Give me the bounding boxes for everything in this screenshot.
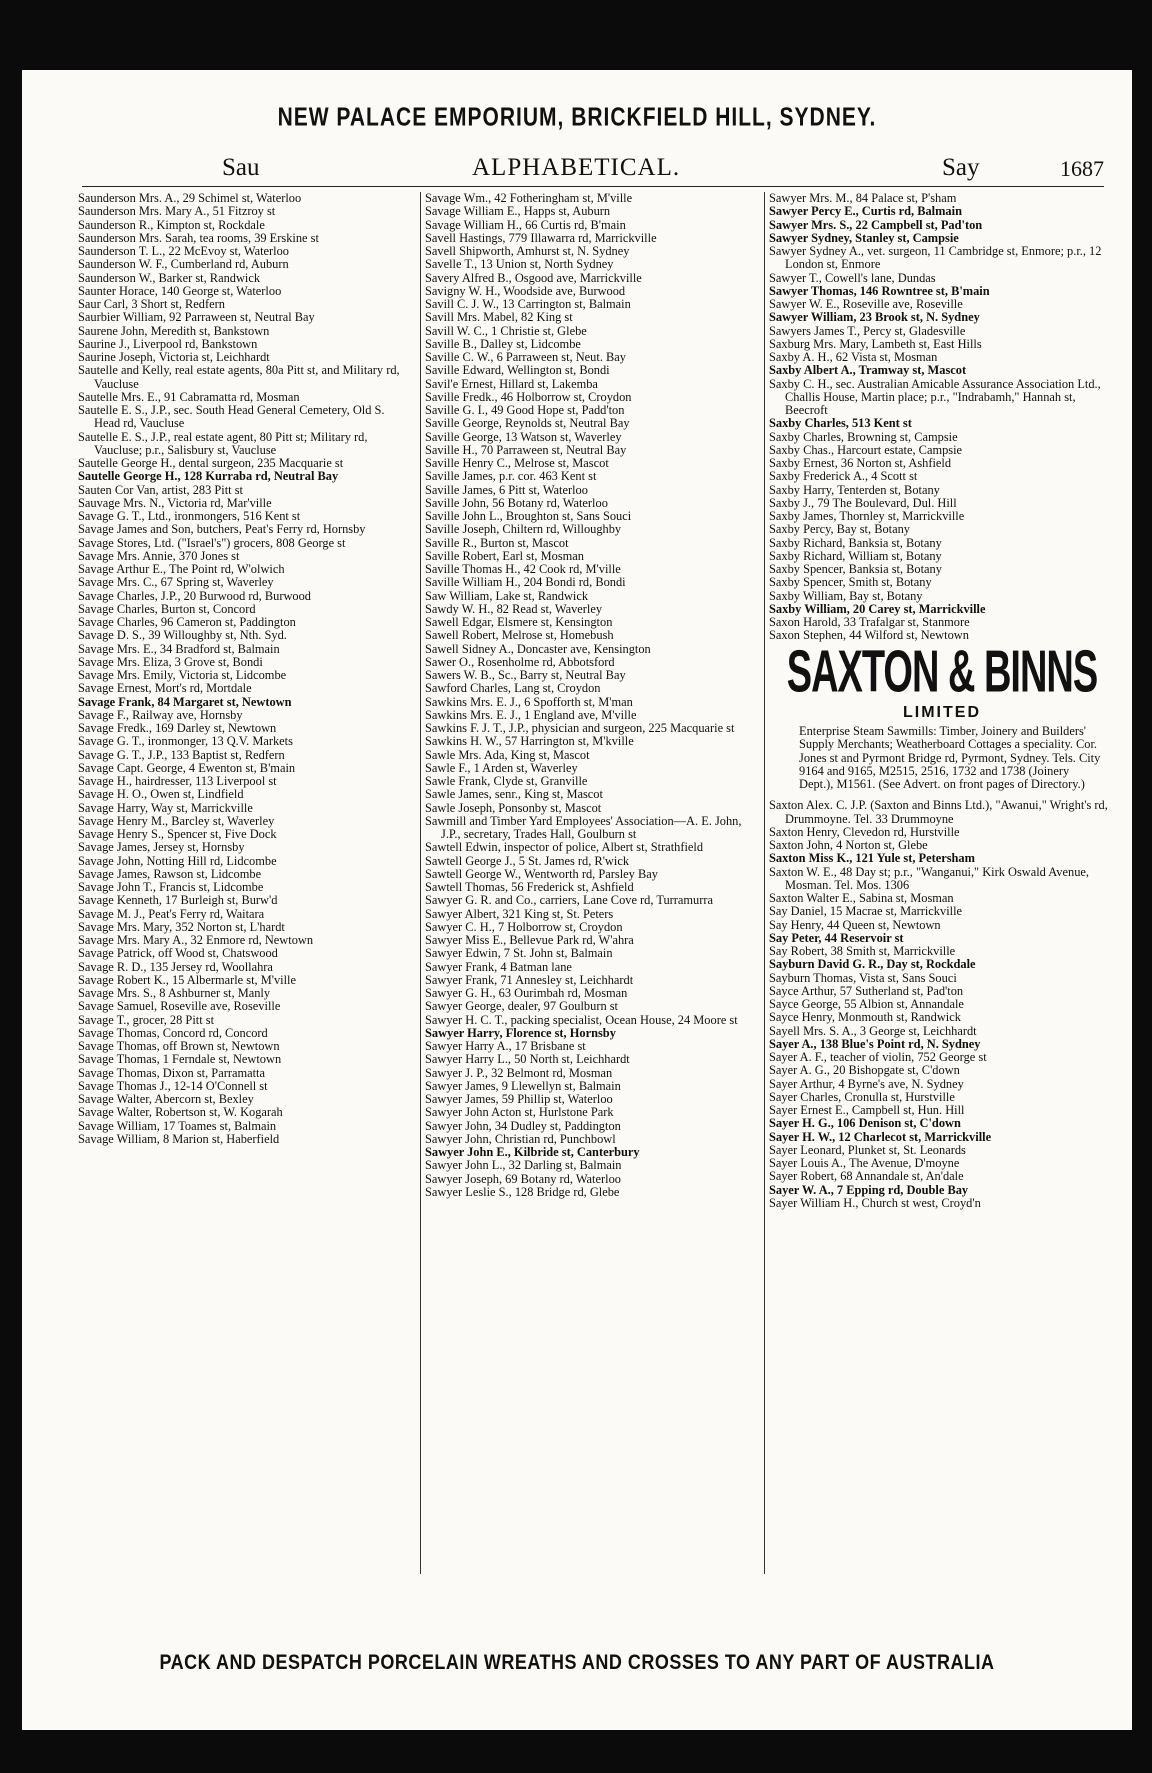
directory-entry: Savage William E., Happs st, Auburn <box>425 205 611 219</box>
directory-entry: Savage Capt. George, 4 Ewenton st, B'main <box>78 761 296 775</box>
footer-advertisement: PACK AND DESPATCH PORCELAIN WREATHS AND CROSSES TO ANY PART OF AUSTRALIA <box>159 1649 995 1674</box>
directory-entry: Savage Mrs. E., 34 Bradford st, Balmain <box>78 642 280 656</box>
directory-entry: Sawle Joseph, Ponsonby st, Mascot <box>425 801 602 815</box>
directory-entry: Sawyer Mrs. S., 22 Campbell st, Pad'ton <box>769 218 983 232</box>
directory-entry: Sautelle George H., 128 Kurraba rd, Neutral Bay <box>78 470 339 484</box>
directory-entry: Sayer Leonard, Plunket st, St. Leonards <box>769 1143 966 1157</box>
directory-entry: Sawyer T., Cowell's lane, Dundas <box>769 271 936 285</box>
directory-entry: Savage Mrs. Eliza, 3 Grove st, Bondi <box>78 655 263 669</box>
directory-entry: Savage R. D., 135 Jersey rd, Woollahra <box>78 960 273 974</box>
directory-entry: Savelle T., 13 Union st, North Sydney <box>425 258 614 272</box>
directory-entry: Sautelle E. S., J.P., sec. South Head General Cemetery, Old S. Head rd, Vaucluse <box>78 404 385 431</box>
directory-entry: Sawyer James, 9 Llewellyn st, Balmain <box>425 1079 621 1093</box>
directory-entry: Saxby Richard, Banksia st, Botany <box>769 536 942 550</box>
directory-entry: Sayer H. G., 106 Denison st, C'down <box>769 1117 961 1131</box>
directory-entry: Sawkins Mrs. E. J., 1 England ave, M'ville <box>425 708 637 722</box>
directory-entry: Savage Charles, J.P., 20 Burwood rd, Burwood <box>78 589 311 603</box>
directory-entry: Sawtell George W., Wentworth rd, Parsley Bay <box>425 867 658 881</box>
directory-entry: Saxby William, Bay st, Botany <box>769 589 923 603</box>
directory-entry: Savage Ernest, Mort's rd, Mortdale <box>78 682 252 696</box>
directory-entry: Sayer Arthur, 4 Byrne's ave, N. Sydney <box>769 1077 964 1091</box>
directory-entry: Saville Henry C., Melrose st, Mascot <box>425 457 609 470</box>
directory-entry: Sawle Mrs. Ada, King st, Mascot <box>425 748 590 762</box>
directory-entry: Sayer Robert, 68 Annandale st, An'dale <box>769 1170 964 1184</box>
directory-entry: Saville Robert, Earl st, Mosman <box>425 549 584 563</box>
directory-entry: Sawyer Thomas, 146 Rowntree st, B'main <box>769 284 990 298</box>
directory-entry: Savage Thomas, 1 Ferndale st, Newtown <box>78 1053 282 1067</box>
directory-entry: Sawyer Miss E., Bellevue Park rd, W'ahra <box>425 934 634 947</box>
directory-entry: Sawyer Frank, 71 Annesley st, Leichhardt <box>425 973 634 987</box>
directory-entry: Sawyer Harry, Florence st, Hornsby <box>425 1026 616 1040</box>
directory-entry: Savage William, 17 Toames st, Balmain <box>78 1119 277 1133</box>
directory-entry: Saville James, p.r. cor. 463 Kent st <box>425 470 597 484</box>
directory-entry: Saville C. W., 6 Parraween st, Neut. Bay <box>425 351 626 364</box>
directory-entry: Saxby Percy, Bay st, Botany <box>769 523 910 537</box>
directory-entry: Sawyer G. R. and Co., carriers, Lane Cove rd, Turramurra <box>425 894 714 908</box>
directory-entry: Savage Walter, Robertson st, W. Kogarah <box>78 1106 283 1120</box>
directory-entry: Savage James and Son, butchers, Peat's Ferry rd, Hornsby <box>78 523 366 537</box>
directory-entry: Savigny W. H., Woodside ave, Burwood <box>425 284 626 298</box>
directory-entry: Saurine J., Liverpool rd, Bankstown <box>78 337 258 351</box>
directory-entry: Saxton Alex. C. J.P. (Saxton and Binns Ltd.), "Awanui," Wright's rd, Drummoyne. Tel. 33 Drummoyne <box>769 799 1108 826</box>
directory-entry: Sawyer G. H., 63 Ourimbah rd, Mosman <box>425 987 628 1000</box>
directory-entry: Saxby William, 20 Carey st, Marrickville <box>769 602 986 616</box>
directory-entry: Savage Thomas, off Brown st, Newtown <box>78 1040 280 1053</box>
directory-entry: Saville G. I., 49 Good Hope st, Padd'ton <box>425 404 625 417</box>
directory-entry: Sawmill and Timber Yard Employees' Association—A. E. John, J.P., secretary, Trades Hall, Goulburn st <box>425 814 742 841</box>
directory-entry: Saxby Spencer, Smith st, Botany <box>769 576 932 590</box>
directory-entry: Savage Patrick, off Wood st, Chatswood <box>78 947 278 961</box>
directory-entry: Savage Wm., 42 Fotheringham st, M'ville <box>425 192 633 205</box>
directory-entry: Saville John, 56 Botany rd, Waterloo <box>425 496 608 510</box>
directory-entry: Savage Mrs. Mary A., 32 Enmore rd, Newtown <box>78 934 314 947</box>
directory-page <box>22 70 1132 1730</box>
directory-entry: Sawyer John Acton st, Hurlstone Park <box>425 1106 614 1120</box>
directory-entry: Saunter Horace, 140 George st, Waterloo <box>78 284 282 298</box>
directory-entry: Sawer O., Rosenholme rd, Abbotsford <box>425 655 615 669</box>
directory-entry: Sawtell George J., 5 St. James rd, R'wick <box>425 854 630 868</box>
directory-entry: Sawle Frank, Clyde st, Granville <box>425 775 588 788</box>
directory-entry: Saxton John, 4 Norton st, Glebe <box>769 839 928 852</box>
directory-entry: Sawford Charles, Lang st, Croydon <box>425 682 601 696</box>
directory-entry: Savage William H., 66 Curtis rd, B'main <box>425 218 626 232</box>
directory-entry: Savage James, Rawson st, Lidcombe <box>78 867 262 881</box>
directory-entry: Savage Harry, Way st, Marrickville <box>78 801 253 815</box>
directory-entry: Saville Edward, Wellington st, Bondi <box>425 364 610 378</box>
directory-entry: Savage Kenneth, 17 Burleigh st, Burw'd <box>78 894 278 908</box>
directory-entry: Saville Thomas H., 42 Cook rd, M'ville <box>425 563 621 576</box>
directory-entry: Sautelle George H., dental surgeon, 235 Macquarie st <box>78 457 344 470</box>
directory-entry: Sayburn David G. R., Day st, Rockdale <box>769 958 976 972</box>
directory-entry: Savage G. T., Ltd., ironmongers, 516 Kent st <box>78 510 301 523</box>
directory-entry: Saunderson Mrs. A., 29 Schimel st, Waterloo <box>78 192 302 205</box>
directory-entry: Sawell Robert, Melrose st, Homebush <box>425 629 614 643</box>
directory-entry: Sawyer John, Christian rd, Punchbowl <box>425 1132 616 1146</box>
directory-entry: Saxton Walter E., Sabina st, Mosman <box>769 892 954 905</box>
directory-entry: Saunderson W., Barker st, Randwick <box>78 271 261 285</box>
directory-entry: Savage William, 8 Marion st, Haberfield <box>78 1132 280 1146</box>
directory-entry: Say Henry, 44 Queen st, Newtown <box>769 918 941 932</box>
directory-entry: Sautelle Mrs. E., 91 Cabramatta rd, Mosman <box>78 390 300 404</box>
directory-entry: Sawkins F. J. T., J.P., physician and surgeon, 225 Macquarie st <box>425 722 735 735</box>
directory-entry: Sawyer Albert, 321 King st, St. Peters <box>425 907 614 921</box>
directory-entry: Savage H., hairdresser, 113 Liverpool st <box>78 775 277 788</box>
directory-entry: Sawkins H. W., 57 Harrington st, M'kville <box>425 735 634 749</box>
directory-entry: Savage Mrs. Mary, 352 Norton st, L'hardt <box>78 920 285 934</box>
directory-entry: Savage Robert K., 15 Albermarle st, M'ville <box>78 973 296 987</box>
entries-columns <box>78 192 1106 1574</box>
directory-entry: Sawyer Harry L., 50 North st, Leichhardt <box>425 1053 630 1067</box>
ad-limited: LIMITED <box>903 703 981 721</box>
directory-entry: Savage D. S., 39 Willoughby st, Nth. Syd. <box>78 629 287 643</box>
banner-advertisement: NEW PALACE EMPORIUM, BRICKFIELD HILL, SYDNEY. <box>277 103 877 132</box>
directory-entry: Sawyer John L., 32 Darling st, Balmain <box>425 1159 622 1173</box>
directory-entry: Sawyer James, 59 Phillip st, Waterloo <box>425 1093 613 1106</box>
directory-entry: Sawyer H. C. T., packing specialist, Ocean House, 24 Moore st <box>425 1013 738 1027</box>
page-number: 1687 <box>1060 156 1104 181</box>
directory-entry: Savage Charles, 96 Cameron st, Paddington <box>78 616 296 629</box>
directory-entry: Sayce Henry, Monmouth st, Randwick <box>769 1011 961 1025</box>
directory-entry: Saunderson Mrs. Mary A., 51 Fitzroy st <box>78 205 276 219</box>
directory-entry: Savage Mrs. S., 8 Ashburner st, Manly <box>78 987 271 1000</box>
directory-entry: Sawyer William, 23 Brook st, N. Sydney <box>769 311 980 325</box>
directory-entry: Savage Thomas, Dixon st, Parramatta <box>78 1066 265 1080</box>
directory-entry: Saville R., Burton st, Mascot <box>425 536 569 550</box>
ad-body-text: Enterprise Steam Sawmills: Timber, Joinery and Builders' Supply Merchants; Weatherboard Cottages a speciality. Cor. Jones st and Pyrmont Bridge rd, Pyrmont, Sydney. Tels. City 9164 and 9165, M2515, 2516, 1732 and 1738 (Joinery Dept.), M1561. (See Advert. on front pages of Directory.) <box>799 724 1101 791</box>
column-3-bottom-entries <box>769 799 1115 1210</box>
column-2 <box>420 192 757 1574</box>
directory-entry: Saxby Ernest, 36 Norton st, Ashfield <box>769 457 952 470</box>
directory-entry: Savery Alfred B., Osgood ave, Marrickville <box>425 271 642 285</box>
directory-entry: Sayer Charles, Cronulla st, Hurstville <box>769 1090 955 1104</box>
directory-entry: Savage Thomas J., 12-14 O'Connell st <box>78 1079 268 1093</box>
directory-entry: Savill W. C., 1 Christie st, Glebe <box>425 324 587 338</box>
directory-entry: Saxon Harold, 33 Trafalgar st, Stanmore <box>769 616 970 629</box>
header-first-entry: Sau <box>222 154 260 181</box>
directory-entry: Sayer A., 138 Blue's Point rd, N. Sydney <box>769 1037 981 1051</box>
directory-entry: Sayell Mrs. S. A., 3 George st, Leichhardt <box>769 1024 977 1038</box>
directory-entry: Saunderson T. L., 22 McEvoy st, Waterloo <box>78 245 289 258</box>
directory-entry: Savell Shipworth, Amhurst st, N. Sydney <box>425 245 630 258</box>
directory-entry: Sawle James, senr., King st, Mascot <box>425 788 603 802</box>
directory-entry: Saurene John, Meredith st, Bankstown <box>78 324 270 338</box>
directory-entry: Savage G. T., J.P., 133 Baptist st, Redfern <box>78 748 285 762</box>
directory-entry: Saville George, 13 Watson st, Waverley <box>425 430 622 444</box>
directory-entry: Saville B., Dalley st, Lidcombe <box>425 337 581 351</box>
directory-entry: Sayer A. F., teacher of violin, 752 George st <box>769 1051 987 1064</box>
directory-entry: Sawell Sidney A., Doncaster ave, Kensington <box>425 642 651 656</box>
directory-entry: Sawyer John E., Kilbride st, Canterbury <box>425 1146 640 1159</box>
directory-entry: Saville Joseph, Chiltern rd, Willoughby <box>425 523 622 537</box>
directory-entry: Savage Henry S., Spencer st, Five Dock <box>78 828 277 841</box>
header-title: ALPHABETICAL. <box>472 154 681 181</box>
directory-entry: Sauten Cor Van, artist, 283 Pitt st <box>78 483 243 497</box>
directory-entry: Saurine Joseph, Victoria st, Leichhardt <box>78 351 270 364</box>
directory-entry: Savage Charles, Burton st, Concord <box>78 602 256 616</box>
column-3-top-entries <box>769 192 1115 643</box>
directory-entry: Saxby Frederick A., 4 Scott st <box>769 470 918 484</box>
directory-entry: Savage Mrs. C., 67 Spring st, Waverley <box>78 576 274 590</box>
directory-entry: Sawyer Sydney A., vet. surgeon, 11 Cambridge st, Enmore; p.r., 12 London st, Enmore <box>769 245 1102 272</box>
directory-entry: Sauvage Mrs. N., Victoria rd, Mar'ville <box>78 496 272 510</box>
directory-entry: Sawtell Edwin, inspector of police, Albert st, Strathfield <box>425 841 704 855</box>
directory-entry: Sawell Edgar, Elsmere st, Kensington <box>425 616 613 629</box>
directory-entry: Savage G. T., ironmonger, 13 Q.V. Markets <box>78 735 293 749</box>
directory-entry: Sawkins Mrs. E. J., 6 Spofforth st, M'man <box>425 695 633 709</box>
directory-entry: Sayer Ernest E., Campbell st, Hun. Hill <box>769 1104 965 1117</box>
directory-entry: Saville Fredk., 46 Holborrow st, Croydon <box>425 390 632 404</box>
directory-entry: Savage Fredk., 169 Darley st, Newtown <box>78 722 277 735</box>
directory-entry: Savage H. O., Owen st, Lindfield <box>78 788 244 802</box>
directory-entry: Savage T., grocer, 28 Pitt st <box>78 1013 215 1027</box>
directory-entry: Saxby Richard, William st, Botany <box>769 549 942 563</box>
directory-entry: Savage James, Jersey st, Hornsby <box>78 841 245 855</box>
directory-entry: Saunderson W. F., Cumberland rd, Auburn <box>78 258 289 272</box>
directory-entry: Sawyer Edwin, 7 St. John st, Balmain <box>425 947 613 961</box>
directory-entry: Sawyer John, 34 Dudley st, Paddington <box>425 1119 621 1133</box>
directory-entry: Sawyer George, dealer, 97 Goulburn st <box>425 1000 618 1014</box>
directory-entry: Sawyer Sydney, Stanley st, Campsie <box>769 231 959 245</box>
directory-entry: Saville John L., Broughton st, Sans Souci <box>425 510 632 523</box>
directory-entry: Saur Carl, 3 Short st, Redfern <box>78 298 225 311</box>
directory-entry: Savill Mrs. Mabel, 82 King st <box>425 311 573 325</box>
directory-entry: Sawtell Thomas, 56 Frederick st, Ashfield <box>425 881 634 894</box>
directory-entry: Savage Walter, Abercorn st, Bexley <box>78 1093 254 1106</box>
directory-entry: Savage F., Railway ave, Hornsby <box>78 708 243 722</box>
directory-entry: Sawyer Mrs. M., 84 Palace st, P'sham <box>769 192 957 205</box>
directory-entry: Sawle F., 1 Arden st, Waverley <box>425 761 578 775</box>
directory-entry: Saxby Chas., Harcourt estate, Campsie <box>769 443 963 457</box>
column-3 <box>764 192 1115 1574</box>
running-header <box>82 152 1104 187</box>
directory-entry: Saxby A. H., 62 Vista st, Mosman <box>769 351 938 364</box>
directory-entry: Sayer A. G., 20 Bishopgate st, C'down <box>769 1064 960 1078</box>
directory-entry: Sautelle E. S., J.P., real estate agent, 80 Pitt st; Military rd, Vaucluse; p.r., Salisbury st, Vaucluse <box>78 430 368 457</box>
directory-entry: Sayce George, 55 Albion st, Annandale <box>769 998 964 1011</box>
directory-entry: Sayer William H., Church st west, Croyd'n <box>769 1196 981 1210</box>
directory-entry: Savage Mrs. Annie, 370 Jones st <box>78 549 240 563</box>
saxton-binns-advertisement <box>769 639 1115 721</box>
directory-entry: Say Peter, 44 Reservoir st <box>769 931 904 945</box>
directory-entry: Saville James, 6 Pitt st, Waterloo <box>425 483 588 497</box>
directory-entry: Sawyer J. P., 32 Belmont rd, Mosman <box>425 1066 613 1080</box>
directory-entry: Savage John T., Francis st, Lidcombe <box>78 881 264 894</box>
directory-entry: Savage M. J., Peat's Ferry rd, Waitara <box>78 907 265 921</box>
directory-entry: Savage Frank, 84 Margaret st, Newtown <box>78 695 292 709</box>
directory-entry: Saurbier William, 92 Parraween st, Neutral Bay <box>78 311 315 325</box>
directory-entry: Saw William, Lake st, Randwick <box>425 589 589 603</box>
directory-entry: Saxby J., 79 The Boulevard, Dul. Hill <box>769 496 957 510</box>
directory-entry: Saville H., 70 Parraween st, Neutral Bay <box>425 443 627 457</box>
directory-entry: Saxby James, Thornley st, Marrickville <box>769 510 965 523</box>
directory-entry: Sawdy W. H., 82 Read st, Waverley <box>425 602 603 616</box>
directory-entry: Sayce Arthur, 57 Sutherland st, Pad'ton <box>769 984 964 998</box>
directory-entry: Savage Stores, Ltd. ("Israel's") grocers, 808 George st <box>78 536 346 550</box>
directory-entry: Saxton Miss K., 121 Yule st, Petersham <box>769 852 975 866</box>
directory-entry: Sayer W. A., 7 Epping rd, Double Bay <box>769 1183 969 1197</box>
directory-entry: Savil'e Ernest, Hillard st, Lakemba <box>425 377 598 391</box>
directory-entry: Saxby Harry, Tenterden st, Botany <box>769 483 940 497</box>
directory-entry: Saunderson Mrs. Sarah, tea rooms, 39 Erskine st <box>78 231 319 245</box>
directory-entry: Sawyer Harry A., 17 Brisbane st <box>425 1040 586 1053</box>
directory-entry: Sayer H. W., 12 Charlecot st, Marrickville <box>769 1130 992 1144</box>
directory-entry: Say Daniel, 15 Macrae st, Marrickville <box>769 905 963 919</box>
directory-entry: Saxon Stephen, 44 Wilford st, Newtown <box>769 629 969 643</box>
directory-entry: Sawyer C. H., 7 Holborrow st, Croydon <box>425 920 623 934</box>
directory-entry: Savage John, Notting Hill rd, Lidcombe <box>78 854 277 868</box>
directory-entry: Saville William H., 204 Bondi rd, Bondi <box>425 576 626 590</box>
directory-entry: Savill C. J. W., 13 Carrington st, Balmain <box>425 298 631 311</box>
directory-entry: Sawyer Joseph, 69 Botany rd, Waterloo <box>425 1172 621 1186</box>
directory-entry: Saxton W. E., 48 Day st; p.r., "Wanganui," Kirk Oswald Avenue, Mosman. Tel. Mos. 1306 <box>769 865 1089 892</box>
directory-entry: Sautelle and Kelly, real estate agents, 80a Pitt st, and Military rd, Vaucluse <box>78 364 400 391</box>
directory-entry: Say Robert, 38 Smith st, Marrickville <box>769 945 956 958</box>
directory-entry: Sayer Louis A., The Avenue, D'moyne <box>769 1157 960 1170</box>
directory-entry: Saxby Albert A., Tramway st, Mascot <box>769 364 967 378</box>
directory-entry: Saville George, Reynolds st, Neutral Bay <box>425 417 630 431</box>
directory-entry: Saxby Charles, 513 Kent st <box>769 417 912 431</box>
directory-entry: Saunderson R., Kimpton st, Rockdale <box>78 218 265 232</box>
ad-company-name: SAXTON & BINNS <box>786 639 1098 705</box>
directory-entry: Sawyer Frank, 4 Batman lane <box>425 960 572 974</box>
directory-entry: Savage Arthur E., The Point rd, W'olwich <box>78 563 285 576</box>
directory-entry: Saxby C. H., sec. Australian Amicable Assurance Association Ltd., Challis House, Martin place; p.r., "Indrabamh," Hannah st, Beecroft <box>769 377 1101 417</box>
directory-entry: Saxton Henry, Clevedon rd, Hurstville <box>769 825 960 839</box>
column-1 <box>78 192 408 1574</box>
directory-entry: Sawyer W. E., Roseville ave, Roseville <box>769 298 963 311</box>
directory-entry: Sayburn Thomas, Vista st, Sans Souci <box>769 971 957 985</box>
directory-entry: Sawyer Leslie S., 128 Bridge rd, Glebe <box>425 1185 620 1199</box>
directory-entry: Savage Thomas, Concord rd, Concord <box>78 1026 268 1040</box>
directory-entry: Savage Samuel, Roseville ave, Roseville <box>78 1000 281 1014</box>
directory-entry: Sawers W. B., Sc., Barry st, Neutral Bay <box>425 669 626 682</box>
directory-entry: Saxby Spencer, Banksia st, Botany <box>769 563 942 576</box>
directory-entry: Savage Henry M., Barcley st, Waverley <box>78 814 275 828</box>
directory-entry: Saxby Charles, Browning st, Campsie <box>769 430 958 444</box>
directory-entry: Savage Mrs. Emily, Victoria st, Lidcombe <box>78 669 287 682</box>
directory-entry: Sawyer Percy E., Curtis rd, Balmain <box>769 205 962 219</box>
header-last-entry: Say <box>942 154 980 181</box>
directory-entry: Savell Hastings, 779 Illawarra rd, Marrickville <box>425 231 657 245</box>
directory-entry: Sawyers James T., Percy st, Gladesville <box>769 324 966 338</box>
directory-entry: Saxburg Mrs. Mary, Lambeth st, East Hills <box>769 337 982 351</box>
